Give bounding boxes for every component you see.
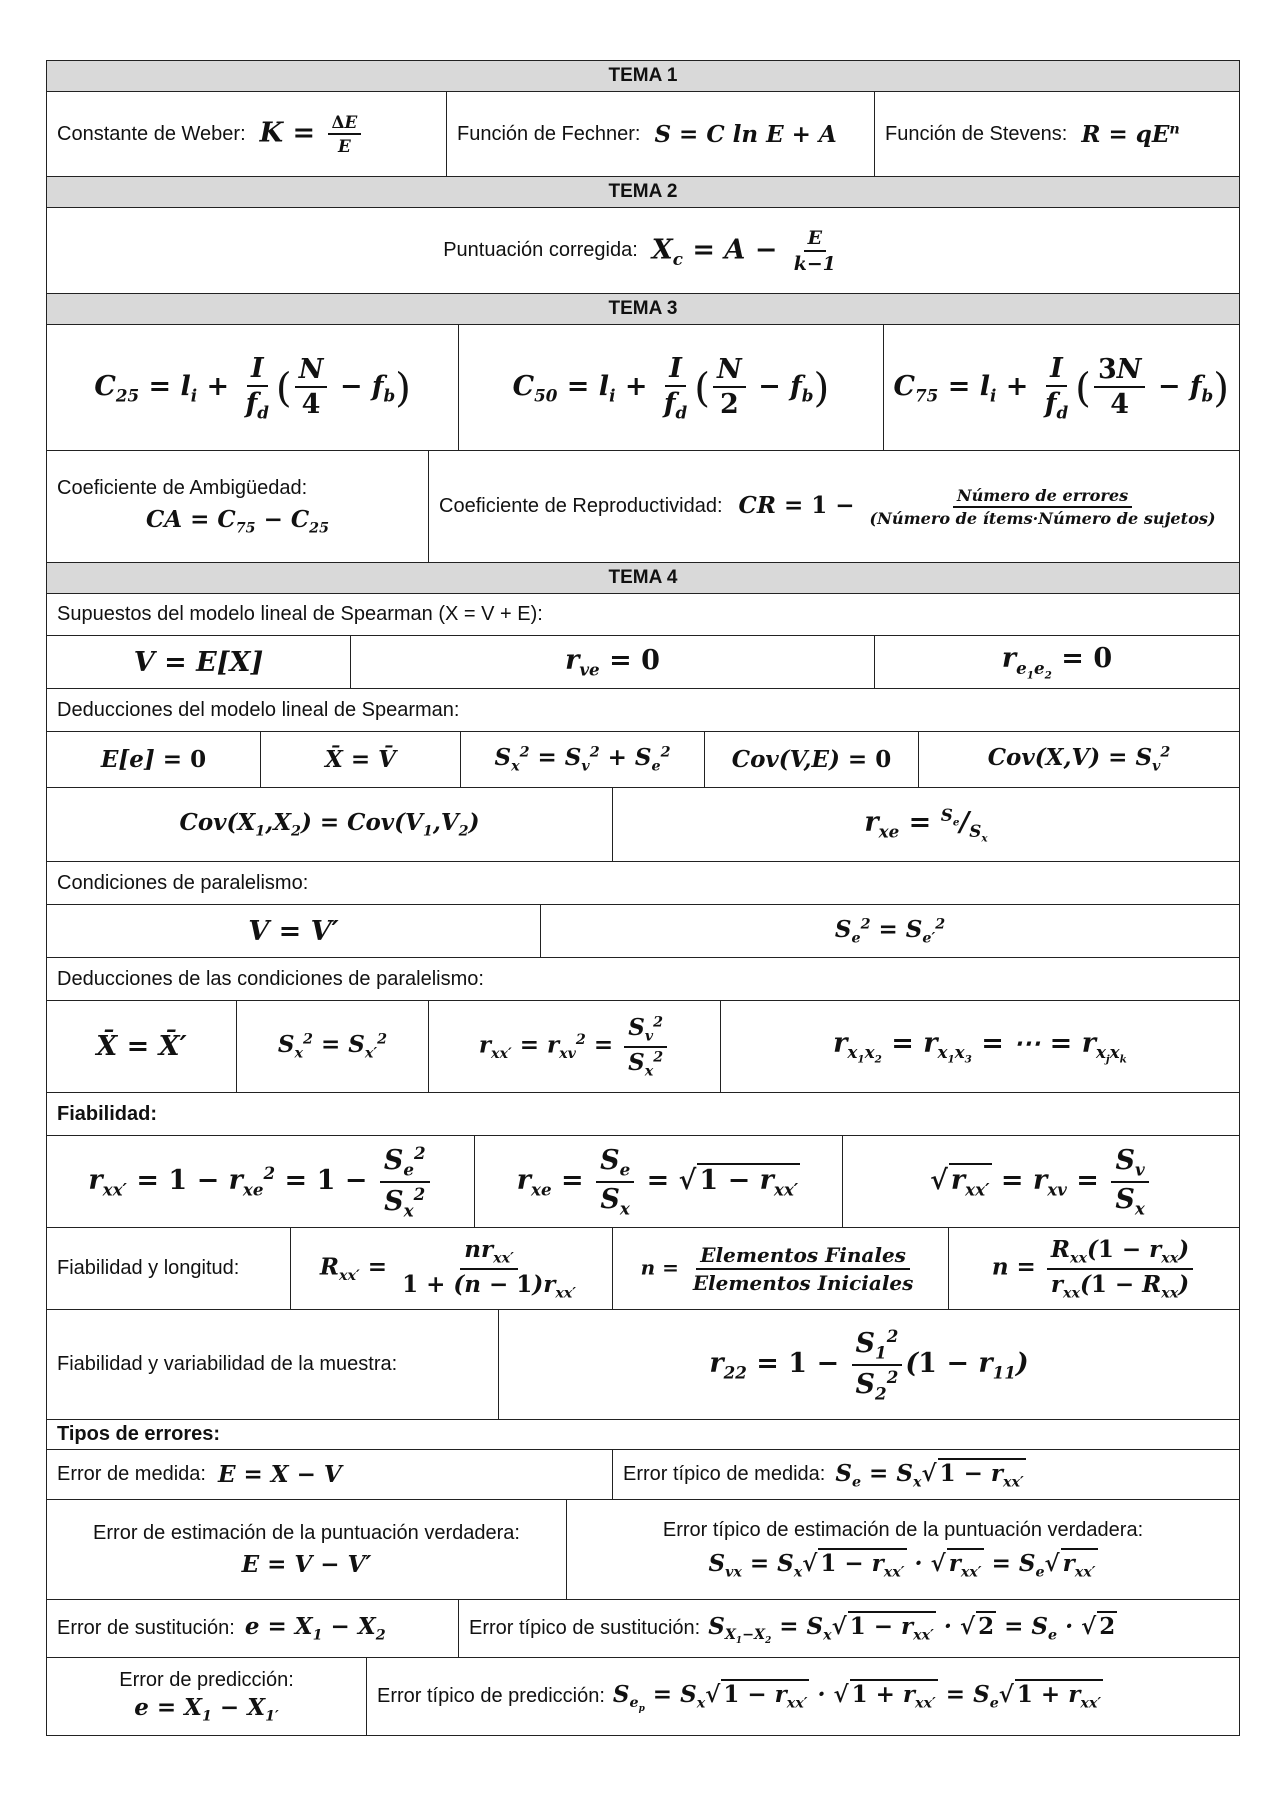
parallel-se-cell bbox=[541, 905, 1239, 957]
typical-prediction-error-label: Error típico de predicción: bbox=[377, 1685, 605, 1707]
assumption-rve-cell bbox=[351, 636, 875, 688]
prediction-error-formula: $e = X_1 - X_{1'}$ bbox=[134, 1693, 279, 1725]
substitution-error-row bbox=[46, 1600, 1240, 1658]
corrected-score-cell bbox=[47, 208, 1239, 293]
assumption-v-formula: V = E[X] bbox=[133, 646, 264, 678]
deductions-label: Deducciones del modelo lineal de Spearman: bbox=[57, 698, 460, 721]
fechner-cell bbox=[447, 92, 875, 176]
tema3-header: TEMA 3 bbox=[47, 294, 1239, 324]
assumptions-label-row bbox=[46, 594, 1240, 636]
length-ratio-formula: n = Elementos Finales Elementos Iniciales bbox=[641, 1243, 921, 1295]
variability-label: Fiabilidad y variabilidad de la muestra: bbox=[57, 1353, 398, 1375]
prediction-error-row bbox=[46, 1658, 1240, 1736]
weber-formula: K = $\frac{\Delta E}{E}$ bbox=[260, 112, 365, 156]
c75-formula: $C_{75} = l_i$ + $\frac{I}{f_d}$ ( $\frac{3N}{4}$ − $f_b$) bbox=[893, 352, 1229, 423]
fechner-label: Función de Fechner: bbox=[457, 122, 641, 145]
deductions-row-1 bbox=[46, 732, 1240, 788]
deduction-mean-cell bbox=[261, 732, 461, 787]
tema2-header-row bbox=[46, 177, 1240, 208]
tema1-header-row bbox=[46, 60, 1240, 92]
deduction-cov-xv-cell bbox=[919, 732, 1239, 787]
parallel-mean-cell bbox=[47, 1001, 237, 1092]
parallel-label: Condiciones de paralelismo: bbox=[57, 871, 309, 894]
measure-error-row bbox=[46, 1450, 1240, 1500]
weber-label: Constante de Weber: bbox=[57, 122, 246, 145]
assumptions-label: Supuestos del modelo lineal de Spearman (X = V + E): bbox=[57, 603, 543, 625]
deduction-cov-x12-formula: $Cov(X_1,X_2) = Cov(V_1,V_2)$ bbox=[179, 809, 480, 840]
prediction-error-cell bbox=[47, 1658, 367, 1735]
measure-error-formula: E = X − V bbox=[217, 1461, 342, 1488]
substitution-error-cell bbox=[47, 1600, 459, 1657]
length-row bbox=[46, 1228, 1240, 1310]
typical-true-score-error-label: Error típico de estimación de la puntuación verdadera: bbox=[662, 1518, 1144, 1541]
cr-denominator: (Número de ítems·Número de sujetos) bbox=[869, 508, 1216, 528]
c75-cell bbox=[884, 325, 1239, 450]
parallel-deductions-label-row bbox=[46, 958, 1240, 1001]
assumption-v-cell bbox=[47, 636, 351, 688]
length-ratio-cell bbox=[613, 1228, 949, 1309]
reliability-rxx-cell bbox=[47, 1136, 475, 1227]
formula-sheet bbox=[46, 60, 1240, 1736]
fechner-formula: S = C ln E + A bbox=[654, 120, 837, 148]
spearman-brown-cell bbox=[291, 1228, 613, 1309]
reliability-label-row bbox=[46, 1093, 1240, 1136]
corrected-score-formula: $X_c = A$ − $\frac{E}{k-1}$ bbox=[651, 226, 836, 275]
c25-cell bbox=[47, 325, 459, 450]
typical-true-score-error-cell bbox=[567, 1500, 1239, 1599]
deduction-cov-ve-formula: Cov(V,E) = 0 bbox=[731, 746, 892, 773]
variability-formula-cell bbox=[499, 1310, 1239, 1419]
measure-error-label: Error de medida: bbox=[57, 1463, 206, 1485]
c50-formula: $C_{50} = l_i$ + $\frac{I}{f_d}$ ( $\frac{N}{2}$ − $f_b$) bbox=[512, 352, 830, 423]
substitution-error-formula: $e = X_1 - X_2$ bbox=[244, 1613, 386, 1644]
deduction-ee-formula: E[e] = 0 bbox=[100, 746, 207, 773]
parallel-label-row bbox=[46, 862, 1240, 905]
variability-formula: $r_{22} = 1$ − $\frac{S_1^2}{S_2^2}$ $(1 - r_{11})$ bbox=[709, 1326, 1029, 1403]
percentiles-row bbox=[46, 325, 1240, 451]
typical-measure-error-formula: $S_e = S_x√$ $1 - r_{xx'}$ bbox=[835, 1460, 1024, 1491]
reliability-rxe-cell bbox=[475, 1136, 843, 1227]
parallel-v-formula: V = V′ bbox=[248, 915, 339, 947]
parallel-rxx-cell bbox=[429, 1001, 721, 1092]
deduction-rxe-cell bbox=[613, 788, 1239, 861]
reproducibility-label: Coeficiente de Reproductividad: bbox=[439, 495, 723, 517]
reliability-row bbox=[46, 1136, 1240, 1228]
measure-error-cell bbox=[47, 1450, 613, 1499]
true-score-error-cell bbox=[47, 1500, 567, 1599]
corrected-score-label: Puntuación corregida: bbox=[443, 239, 638, 261]
true-score-error-formula: E = V − V′ bbox=[241, 1550, 372, 1578]
stevens-label: Función de Stevens: bbox=[885, 122, 1068, 145]
length-label: Fiabilidad y longitud: bbox=[57, 1257, 240, 1279]
variability-row bbox=[46, 1310, 1240, 1420]
deduction-cov-x12-cell bbox=[47, 788, 613, 861]
deduction-cov-xv-formula: $Cov(X,V) = S_v^2$ bbox=[987, 744, 1171, 775]
error-types-label-row bbox=[46, 1420, 1240, 1450]
tema1-header: TEMA 1 bbox=[47, 61, 1239, 91]
parallel-mean-formula: X̄ = X̄′ bbox=[96, 1031, 187, 1062]
parallel-sx-cell bbox=[237, 1001, 429, 1092]
reliability-rxv-cell bbox=[843, 1136, 1239, 1227]
deduction-mean-formula: X̄ = V̄ bbox=[325, 746, 396, 773]
ambiguity-label: Coeficiente de Ambigüedad: bbox=[57, 476, 308, 499]
reliability-label: Fiabilidad: bbox=[57, 1102, 157, 1125]
reproducibility-formula: CR = 1 − Número de errores (Número de ítems·Número de sujetos) bbox=[739, 486, 1223, 528]
typical-substitution-error-formula: $S_{X_1-X_2} = S_x√$ $1 - r_{xx'}$ · √ $2 = S_e$ · √ 2 bbox=[708, 1612, 1116, 1647]
typical-substitution-error-cell bbox=[459, 1600, 1239, 1657]
tema4-header: TEMA 4 bbox=[47, 563, 1239, 593]
length-n-cell bbox=[949, 1228, 1239, 1309]
deduction-ee-cell bbox=[47, 732, 261, 787]
assumption-ree-cell bbox=[875, 636, 1239, 688]
variability-label-cell bbox=[47, 1310, 499, 1419]
c25-formula: $C_{25} = l_i$ + $\frac{I}{f_d}$ ( $\frac{N}{4}$ − $f_b$) bbox=[94, 352, 411, 423]
assumptions-row bbox=[46, 636, 1240, 689]
reliability-rxv-formula: √ $r_{xx'} = r_{xv}$ = $\frac{S_v}{S_x}$ bbox=[930, 1145, 1152, 1218]
tema2-row bbox=[46, 208, 1240, 294]
parallel-rxx-formula: $r_{xx'} = r_{xv}^2$ = $\frac{S_v^2}{S_x^2}$ bbox=[479, 1014, 670, 1079]
typical-substitution-error-label: Error típico de sustitución: bbox=[469, 1617, 701, 1639]
coefficients-row bbox=[46, 451, 1240, 563]
parallel-deductions-label: Deducciones de las condiciones de paralelismo: bbox=[57, 967, 484, 990]
typical-measure-error-label: Error típico de medida: bbox=[623, 1463, 826, 1485]
tema2-header: TEMA 2 bbox=[47, 177, 1239, 207]
deductions-row-2 bbox=[46, 788, 1240, 862]
true-score-error-row bbox=[46, 1500, 1240, 1600]
typical-true-score-error-formula: $S_{vx} = S_x√$ $1 - r_{xx'}$ · √ $r_{xx'} = S_e√$ $r_{xx'}$ bbox=[708, 1549, 1096, 1581]
tema1-row bbox=[46, 92, 1240, 177]
n-denominator: Elementos Iniciales bbox=[692, 1270, 914, 1295]
reliability-rxx-formula: $r_{xx'} = 1 - r_{xe}^2 = 1$ − $\frac{S_e^2}{S_x^2}$ bbox=[88, 1143, 432, 1220]
weber-cell bbox=[47, 92, 447, 176]
c50-cell bbox=[459, 325, 883, 450]
assumption-rve-formula: $r_{ve} = 0$ bbox=[565, 644, 660, 680]
assumption-ree-formula: $r_{e_1e_2} = 0$ bbox=[1001, 643, 1113, 681]
deduction-var-cell bbox=[461, 732, 705, 787]
parallel-row bbox=[46, 905, 1240, 958]
stevens-cell bbox=[875, 92, 1239, 176]
error-types-label: Tipos de errores: bbox=[57, 1423, 221, 1445]
parallel-deductions-row bbox=[46, 1001, 1240, 1093]
n-numerator: Elementos Finales bbox=[696, 1243, 910, 1270]
deduction-rxe-formula: $r_{xe} = ^{S_e}/_{S_x}$ bbox=[864, 804, 988, 845]
tema4-header-row bbox=[46, 563, 1240, 594]
length-label-cell bbox=[47, 1228, 291, 1309]
typical-prediction-error-cell bbox=[367, 1658, 1239, 1735]
reliability-rxe-formula: $r_{xe}$ = $\frac{S_e}{S_x}$ = √ $1 - r_{xx'}$ bbox=[516, 1145, 799, 1218]
parallel-rx-chain-formula: $r_{x_1x_2} = r_{x_1x_3}$ = ⋯ = $r_{x_jx_k}$ bbox=[833, 1027, 1127, 1066]
parallel-se-formula: $S_e^2 = S_{e'}^2$ bbox=[834, 915, 946, 947]
parallel-sx-formula: $S_x^2 = S_{x'}^2$ bbox=[277, 1031, 388, 1062]
reproducibility-cell bbox=[429, 451, 1239, 562]
deductions-label-row bbox=[46, 689, 1240, 732]
prediction-error-label: Error de predicción: bbox=[119, 1668, 294, 1691]
parallel-rx-chain-cell bbox=[721, 1001, 1239, 1092]
typical-measure-error-cell bbox=[613, 1450, 1239, 1499]
length-n-formula: n = $R_{xx}(1 - r_{xx})$ $r_{xx}(1 - R_{xx})$ bbox=[992, 1236, 1196, 1301]
deduction-var-formula: $S_x^2 = S_v^2 + S_e^2$ bbox=[494, 744, 671, 775]
spearman-brown-formula: $R_{xx'}$ = $nr_{xx'}$ $1 + (n - 1)r_{xx'}$ bbox=[319, 1235, 577, 1302]
substitution-error-label: Error de sustitución: bbox=[57, 1617, 235, 1639]
deduction-cov-ve-cell bbox=[705, 732, 919, 787]
typical-prediction-error-formula: $S_{e_p} = S_x√$ $1 - r_{xx'}$ · √ $1 + r_{xx'} = S_e√$ $1 + r_{xx'}$ bbox=[612, 1680, 1102, 1715]
parallel-v-cell bbox=[47, 905, 541, 957]
stevens-formula: $R = qE^n$ bbox=[1081, 120, 1180, 148]
true-score-error-label: Error de estimación de la puntuación verdadera: bbox=[93, 1521, 520, 1544]
tema3-header-row bbox=[46, 294, 1240, 325]
cr-numerator: Número de errores bbox=[953, 486, 1132, 508]
ambiguity-formula: CA = $C_{75} - C_{25}$ bbox=[145, 505, 330, 537]
ambiguity-cell bbox=[47, 451, 429, 562]
